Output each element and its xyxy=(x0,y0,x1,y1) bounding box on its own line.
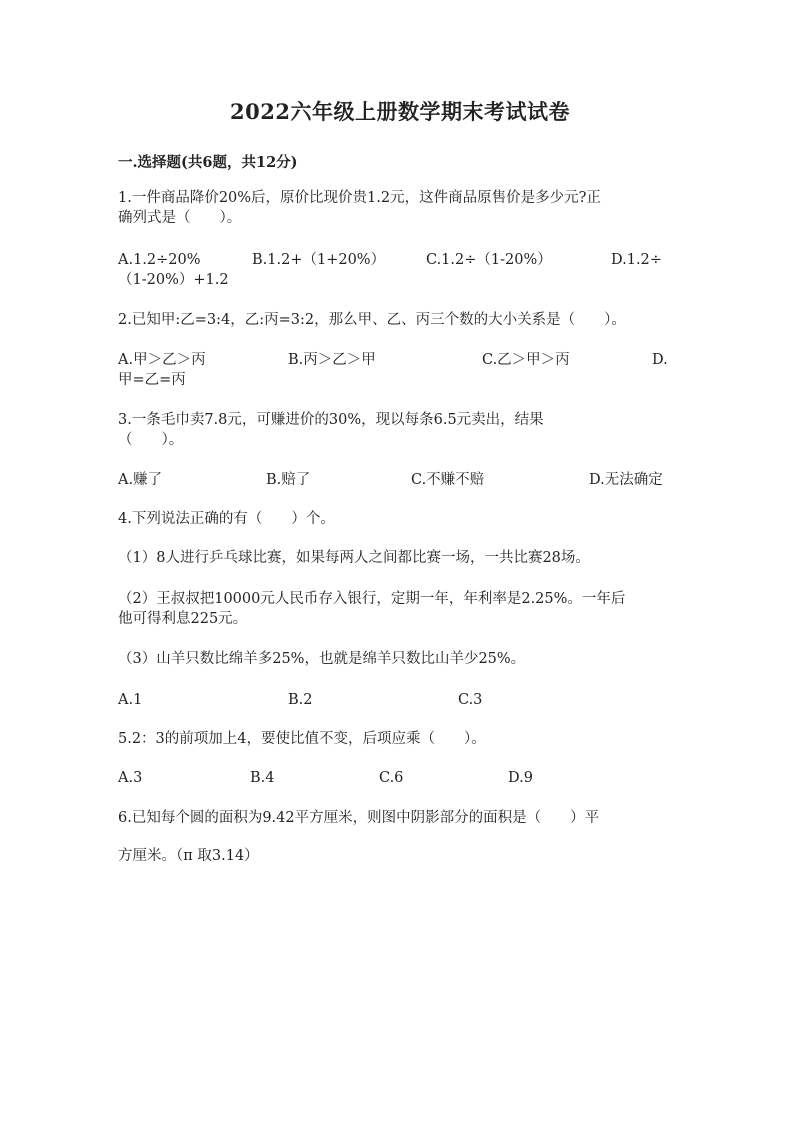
question-1-option-d: D.1.2÷ xyxy=(611,252,662,268)
question-4-text: 4.下列说法正确的有（ ）个。 xyxy=(118,511,335,527)
question-6-text: 6.已知每个圆的面积为9.42平方厘米，则图中阴影部分的面积是（ ）平 xyxy=(118,810,600,826)
page-title: 2022六年级上册数学期末考试试卷 xyxy=(230,99,570,124)
question-3-option-b: B.赔了 xyxy=(266,472,311,488)
question-4-statement-3: （3）山羊只数比绵羊多25%，也就是绵羊只数比山羊少25%。 xyxy=(118,651,526,667)
question-4-option-a: A.1 xyxy=(118,692,143,708)
question-4-option-c: C.3 xyxy=(458,692,483,708)
question-5-option-c: C.6 xyxy=(379,770,404,786)
question-3-option-a: A.赚了 xyxy=(118,472,163,488)
question-1-option-d-cont: （1-20%）+1.2 xyxy=(118,272,229,288)
question-3-text-cont: （ ）。 xyxy=(118,432,184,448)
question-2-option-a: A.甲＞乙＞丙 xyxy=(118,352,206,368)
question-3-option-c: C.不赚不赔 xyxy=(411,472,485,488)
question-2-option-d-cont: 甲=乙=丙 xyxy=(118,372,186,388)
question-1-option-b: B.1.2+（1+20%） xyxy=(252,252,386,268)
question-1-text: 1.一件商品降价20%后，原价比现价贵1.2元，这件商品原售价是多少元?正 xyxy=(118,190,601,206)
question-2-option-b: B.丙＞乙＞甲 xyxy=(288,352,376,368)
question-4-statement-2: （2）王叔叔把10000元人民币存入银行，定期一年，年利率是2.25%。一年后 xyxy=(118,591,626,607)
question-4-statement-1: （1）8人进行乒乓球比赛，如果每两人之间都比赛一场，一共比赛28场。 xyxy=(118,550,590,566)
question-4-statement-2-cont: 他可得利息225元。 xyxy=(118,611,248,627)
question-5-text: 5.2：3的前项加上4，要使比值不变，后项应乘（ ）。 xyxy=(118,731,486,747)
question-5-option-b: B.4 xyxy=(250,770,275,786)
section-heading: 一.选择题(共6题，共12分) xyxy=(118,154,298,171)
question-1-option-c: C.1.2÷（1-20%） xyxy=(426,252,552,268)
question-1-option-a: A.1.2÷20% xyxy=(118,252,201,268)
question-5-option-a: A.3 xyxy=(118,770,143,786)
question-1-text-cont: 确列式是（ ）。 xyxy=(118,210,242,226)
question-2-option-c: C.乙＞甲＞丙 xyxy=(482,352,570,368)
question-3-text: 3.一条毛巾卖7.8元，可赚进价的30%，现以每条6.5元卖出，结果 xyxy=(118,412,544,428)
question-4-option-b: B.2 xyxy=(288,692,313,708)
question-2-text: 2.已知甲:乙=3:4，乙:丙=3:2，那么甲、乙、丙三个数的大小关系是（ ）。 xyxy=(118,312,626,328)
question-6-text-cont: 方厘米。（π 取3.14） xyxy=(118,848,259,864)
question-5-option-d: D.9 xyxy=(508,770,533,786)
question-2-option-d: D. xyxy=(652,352,668,368)
question-3-option-d: D.无法确定 xyxy=(589,472,663,488)
